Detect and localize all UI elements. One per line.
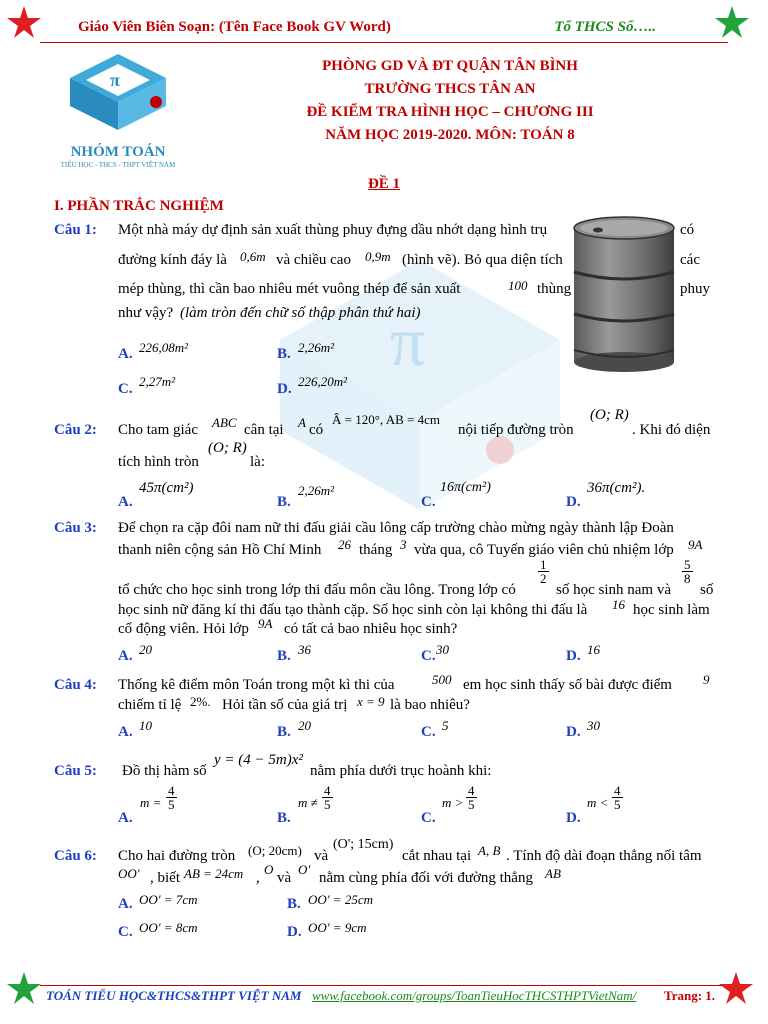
- footer-page-number: Trang: 1.: [664, 988, 716, 1003]
- q5-option-a[interactable]: m =: [140, 795, 162, 810]
- question-6-label: Câu 6:: [54, 848, 97, 864]
- footer-divider: [40, 985, 728, 986]
- q5-line1b: nằm phía dưới trục hoành khi:: [310, 763, 492, 779]
- q6-line2a: , biết: [150, 870, 180, 886]
- q6-line2b: ,: [256, 870, 260, 886]
- q1-option-d-label[interactable]: D.: [277, 381, 292, 397]
- q3-line2c: vừa qua, cô Tuyến giáo viên chủ nhiệm lớp: [414, 542, 674, 558]
- q6-option-c[interactable]: OO' = 8cm: [139, 920, 198, 935]
- q3-option-d[interactable]: 16: [587, 642, 600, 657]
- q6-line1a: Cho hai đường tròn: [118, 848, 236, 864]
- q1-line3b: thùng: [537, 281, 572, 297]
- header-group: Tổ THCS Số…..: [554, 19, 656, 35]
- exam-code: ĐỀ 1: [367, 176, 401, 192]
- q2-line1e: . Khi đó diện: [632, 422, 711, 438]
- q1-option-a[interactable]: 226,08m²: [139, 340, 189, 355]
- q1-option-d[interactable]: 226,20m²: [298, 374, 348, 389]
- q6-line1c: cắt nhau tại: [402, 848, 472, 864]
- q3-line3c: số: [700, 582, 714, 598]
- q6-line1d: . Tính độ dài đoạn thẳng nối tâm: [506, 848, 702, 864]
- title-exam: ĐỀ KIỂM TRA HÌNH HỌC – CHƯƠNG III: [306, 104, 594, 120]
- q2-line1b: cân tại: [244, 422, 284, 438]
- q1-line3-end: phuy: [680, 281, 710, 297]
- q1-count: 100: [508, 278, 528, 293]
- q3-line2a: thanh niên cộng sản Hồ Chí Minh: [118, 542, 322, 558]
- q3-fraction-girls: [682, 558, 693, 585]
- q5-d-num: 4: [614, 783, 621, 798]
- group-logo: [58, 50, 178, 169]
- q6-circle-2: (O'; 15cm): [333, 837, 394, 852]
- q4-value: x = 9: [357, 694, 385, 709]
- q5-option-a-label[interactable]: A.: [118, 810, 133, 826]
- star-icon-bottom-right: [716, 970, 756, 1006]
- q2-line2a: tích hình tròn: [118, 454, 199, 470]
- q6-segment: OO': [118, 866, 140, 881]
- q3-option-c[interactable]: 30: [436, 642, 449, 657]
- q5-option-c-fraction: [466, 784, 477, 811]
- q5-option-b-fraction: [322, 784, 333, 811]
- q1-line2a: đường kính đáy là: [118, 252, 227, 268]
- q5-option-d-fraction: [612, 784, 623, 811]
- q3-fraction-boys-den: 2: [540, 571, 547, 586]
- logo-subtitle: TIỂU HỌC - THCS - THPT VIỆT NAM: [60, 161, 176, 169]
- q3-line4a: học sinh nữ đăng kí thi đấu tạo thành cặp. Số học sinh còn lại không thi đấu là: [118, 602, 588, 618]
- logo-emblem-icon: [58, 50, 178, 140]
- q4-line2c: là bao nhiêu?: [390, 697, 470, 713]
- q2-vertex: A: [298, 415, 306, 430]
- logo-title: NHÓM TOÁN: [70, 144, 166, 160]
- q6-option-c-label[interactable]: C.: [118, 924, 133, 940]
- q6-points: A, B: [478, 843, 501, 858]
- q3-day: 26: [338, 537, 351, 552]
- q2-option-a-label[interactable]: A.: [118, 494, 133, 510]
- q4-option-c[interactable]: 5: [442, 718, 449, 733]
- q5-option-b-label[interactable]: B.: [277, 810, 291, 826]
- q4-students: 500: [432, 672, 452, 687]
- q1-option-c-label[interactable]: C.: [118, 381, 133, 397]
- q3-class-2: 9A: [258, 616, 273, 631]
- title-year: NĂM HỌC 2019-2020. MÔN: TOÁN 8: [325, 127, 575, 143]
- q5-a-den: 5: [168, 797, 175, 812]
- q5-b-den: 5: [324, 797, 331, 812]
- svg-text:π: π: [110, 70, 120, 90]
- q5-c-num: 4: [468, 783, 475, 798]
- star-icon-bottom-left: [4, 970, 44, 1006]
- q3-line5a: cổ động viên. Hỏi lớp: [118, 621, 249, 637]
- q1-line4b: (làm tròn đến chữ số thập phân thứ hai): [180, 305, 421, 321]
- q2-triangle: ABC: [212, 415, 237, 430]
- q6-center-o2: O': [298, 862, 311, 877]
- q5-option-d[interactable]: m <: [587, 795, 609, 810]
- question-1-label: Câu 1:: [54, 222, 97, 238]
- q6-option-a-label[interactable]: A.: [118, 896, 133, 912]
- q1-height: 0,9m: [365, 249, 391, 264]
- q3-month: 3: [400, 537, 407, 552]
- q2-option-c-label[interactable]: C.: [421, 494, 436, 510]
- q6-option-d[interactable]: OO' = 9cm: [308, 920, 367, 935]
- q6-center-o: O: [264, 862, 274, 877]
- q4-option-d-label[interactable]: D.: [566, 724, 581, 740]
- q5-c-den: 5: [468, 797, 475, 812]
- q1-line2c: (hình vẽ). Bỏ qua diện tích: [402, 252, 563, 268]
- q5-option-a-fraction: [166, 784, 177, 811]
- header-divider: [40, 42, 728, 43]
- q6-line-ab: AB: [545, 866, 561, 881]
- q3-option-b[interactable]: 36: [298, 642, 311, 657]
- q1-option-a-label[interactable]: A.: [118, 346, 133, 362]
- q3-option-a[interactable]: 20: [139, 642, 152, 657]
- q5-option-c-label[interactable]: C.: [421, 810, 436, 826]
- q1-option-b-label[interactable]: B.: [277, 346, 291, 362]
- q5-a-num: 4: [168, 783, 175, 798]
- q6-option-a[interactable]: OO' = 7cm: [139, 892, 198, 907]
- q6-chord: AB = 24cm: [184, 866, 244, 881]
- star-icon-top-right: [712, 4, 752, 40]
- header-author: Giáo Viên Biên Soạn: (Tên Face Book GV Word): [78, 19, 391, 35]
- q4-option-a[interactable]: 10: [139, 718, 152, 733]
- q4-line1a: Thống kê điểm môn Toán trong một kì thi của: [118, 677, 395, 693]
- q3-fraction-girls-den: 8: [684, 571, 691, 586]
- q3-option-c-label[interactable]: C.: [421, 648, 436, 664]
- q1-line2b: và chiều cao: [276, 252, 351, 268]
- q4-option-a-label[interactable]: A.: [118, 724, 133, 740]
- question-3-label: Câu 3:: [54, 520, 97, 536]
- q2-option-c[interactable]: 16π(cm²): [440, 480, 491, 495]
- q3-line3b: số học sinh nam và: [556, 582, 671, 598]
- q4-line2b: Hỏi tần số của giá trị: [222, 697, 348, 713]
- q6-line2d: nằm cùng phía đối với đường thẳng: [319, 870, 533, 886]
- q2-line2b: là:: [250, 454, 265, 470]
- q2-option-a[interactable]: 45π(cm²): [139, 480, 194, 496]
- q6-circle-1: (O; 20cm): [248, 843, 302, 858]
- q4-line2a: chiếm tỉ lệ: [118, 697, 182, 713]
- q4-option-b-label[interactable]: B.: [277, 724, 291, 740]
- q1-diameter: 0,6m: [240, 249, 266, 264]
- q4-option-d[interactable]: 30: [587, 718, 600, 733]
- q1-line3a: mép thùng, thì cần bao nhiêu mét vuông thép để sản xuất: [118, 281, 461, 297]
- question-2-label: Câu 2:: [54, 422, 97, 438]
- q3-line1: Để chọn ra cặp đôi nam nữ thi đấu giải cầu lông cấp trường chào mừng ngày thành lập Đoàn: [118, 520, 674, 536]
- q6-option-b-label[interactable]: B.: [287, 896, 301, 912]
- q2-line1c: có: [309, 422, 324, 438]
- q3-fraction-boys-num: 1: [540, 557, 547, 572]
- title-department: PHÒNG GD VÀ ĐT QUẬN TÂN BÌNH: [322, 58, 578, 74]
- question-5-label: Câu 5:: [54, 763, 97, 779]
- q3-option-d-label[interactable]: D.: [566, 648, 581, 664]
- q2-option-b-label[interactable]: B.: [277, 494, 291, 510]
- q5-line1a: Đồ thị hàm số: [122, 763, 207, 779]
- q3-line3a: tổ chức cho học sinh trong lớp thi đấu môn cầu lông. Trong lớp có: [118, 582, 516, 598]
- q5-option-d-label[interactable]: D.: [566, 810, 581, 826]
- q2-line1d: nội tiếp đường tròn: [458, 422, 574, 438]
- q5-option-b[interactable]: m ≠: [298, 795, 318, 810]
- q5-d-den: 5: [614, 797, 621, 812]
- q3-option-a-label[interactable]: A.: [118, 648, 133, 664]
- q6-line1b: và: [314, 848, 329, 864]
- q6-option-b[interactable]: OO' = 25cm: [308, 892, 373, 907]
- q2-option-b[interactable]: 2,26m²: [298, 483, 335, 498]
- q4-option-c-label[interactable]: C.: [421, 724, 436, 740]
- q3-line4b: học sinh làm: [633, 602, 710, 618]
- q5-b-num: 4: [324, 783, 331, 798]
- barrel-illustration: [568, 214, 680, 374]
- q4-option-b[interactable]: 20: [298, 718, 311, 733]
- q2-circle: (O; R): [590, 407, 629, 423]
- q1-line1: Một nhà máy dự định sản xuất thùng phuy đựng dầu nhớt dạng hình trụ: [118, 222, 548, 238]
- q6-line2c: và: [277, 870, 292, 886]
- q1-option-c[interactable]: 2,27m²: [139, 374, 176, 389]
- footer-group-name: TOÁN TIỂU HỌC&THCS&THPT VIỆT NAM: [46, 988, 302, 1003]
- q5-function: y = (4 − 5m)x²: [214, 752, 303, 768]
- q1-line4a: như vậy?: [118, 305, 174, 321]
- q3-spectators: 16: [612, 597, 625, 612]
- q5-option-c[interactable]: m >: [442, 795, 464, 810]
- q1-option-b[interactable]: 2,26m²: [298, 340, 335, 355]
- q3-line5b: có tất cả bao nhiêu học sinh?: [284, 621, 458, 637]
- question-4-label: Câu 4:: [54, 677, 97, 693]
- q3-fraction-girls-num: 5: [684, 557, 691, 572]
- q4-rate: 2%.: [190, 694, 211, 709]
- q3-fraction-boys: [538, 558, 549, 585]
- q3-class: 9A: [688, 537, 703, 552]
- q2-line1a: Cho tam giác: [118, 422, 198, 438]
- q2-option-d[interactable]: 36π(cm²).: [587, 480, 646, 496]
- svg-text:π: π: [390, 304, 426, 381]
- q3-option-b-label[interactable]: B.: [277, 648, 291, 664]
- q2-circle-2: (O; R): [208, 440, 247, 456]
- star-icon-top-left: [4, 4, 44, 40]
- q1-line2-end: các: [680, 252, 700, 268]
- q2-option-d-label[interactable]: D.: [566, 494, 581, 510]
- q6-option-d-label[interactable]: D.: [287, 924, 302, 940]
- section-heading: I. PHẦN TRẮC NGHIỆM: [54, 198, 224, 214]
- footer-facebook-link[interactable]: www.facebook.com/groups/ToanTieuHocTHCSTHPTVietNam/: [312, 988, 637, 1003]
- q1-line1-end: có: [680, 222, 695, 238]
- q4-score: 9: [703, 672, 710, 687]
- exam-title-block: [260, 55, 640, 147]
- q3-line2b: tháng: [359, 542, 393, 558]
- q4-line1b: em học sinh thấy số bài được điểm: [463, 677, 672, 693]
- title-school: TRƯỜNG THCS TÂN AN: [364, 81, 536, 97]
- q2-condition: Â = 120°, AB = 4cm: [332, 412, 440, 427]
